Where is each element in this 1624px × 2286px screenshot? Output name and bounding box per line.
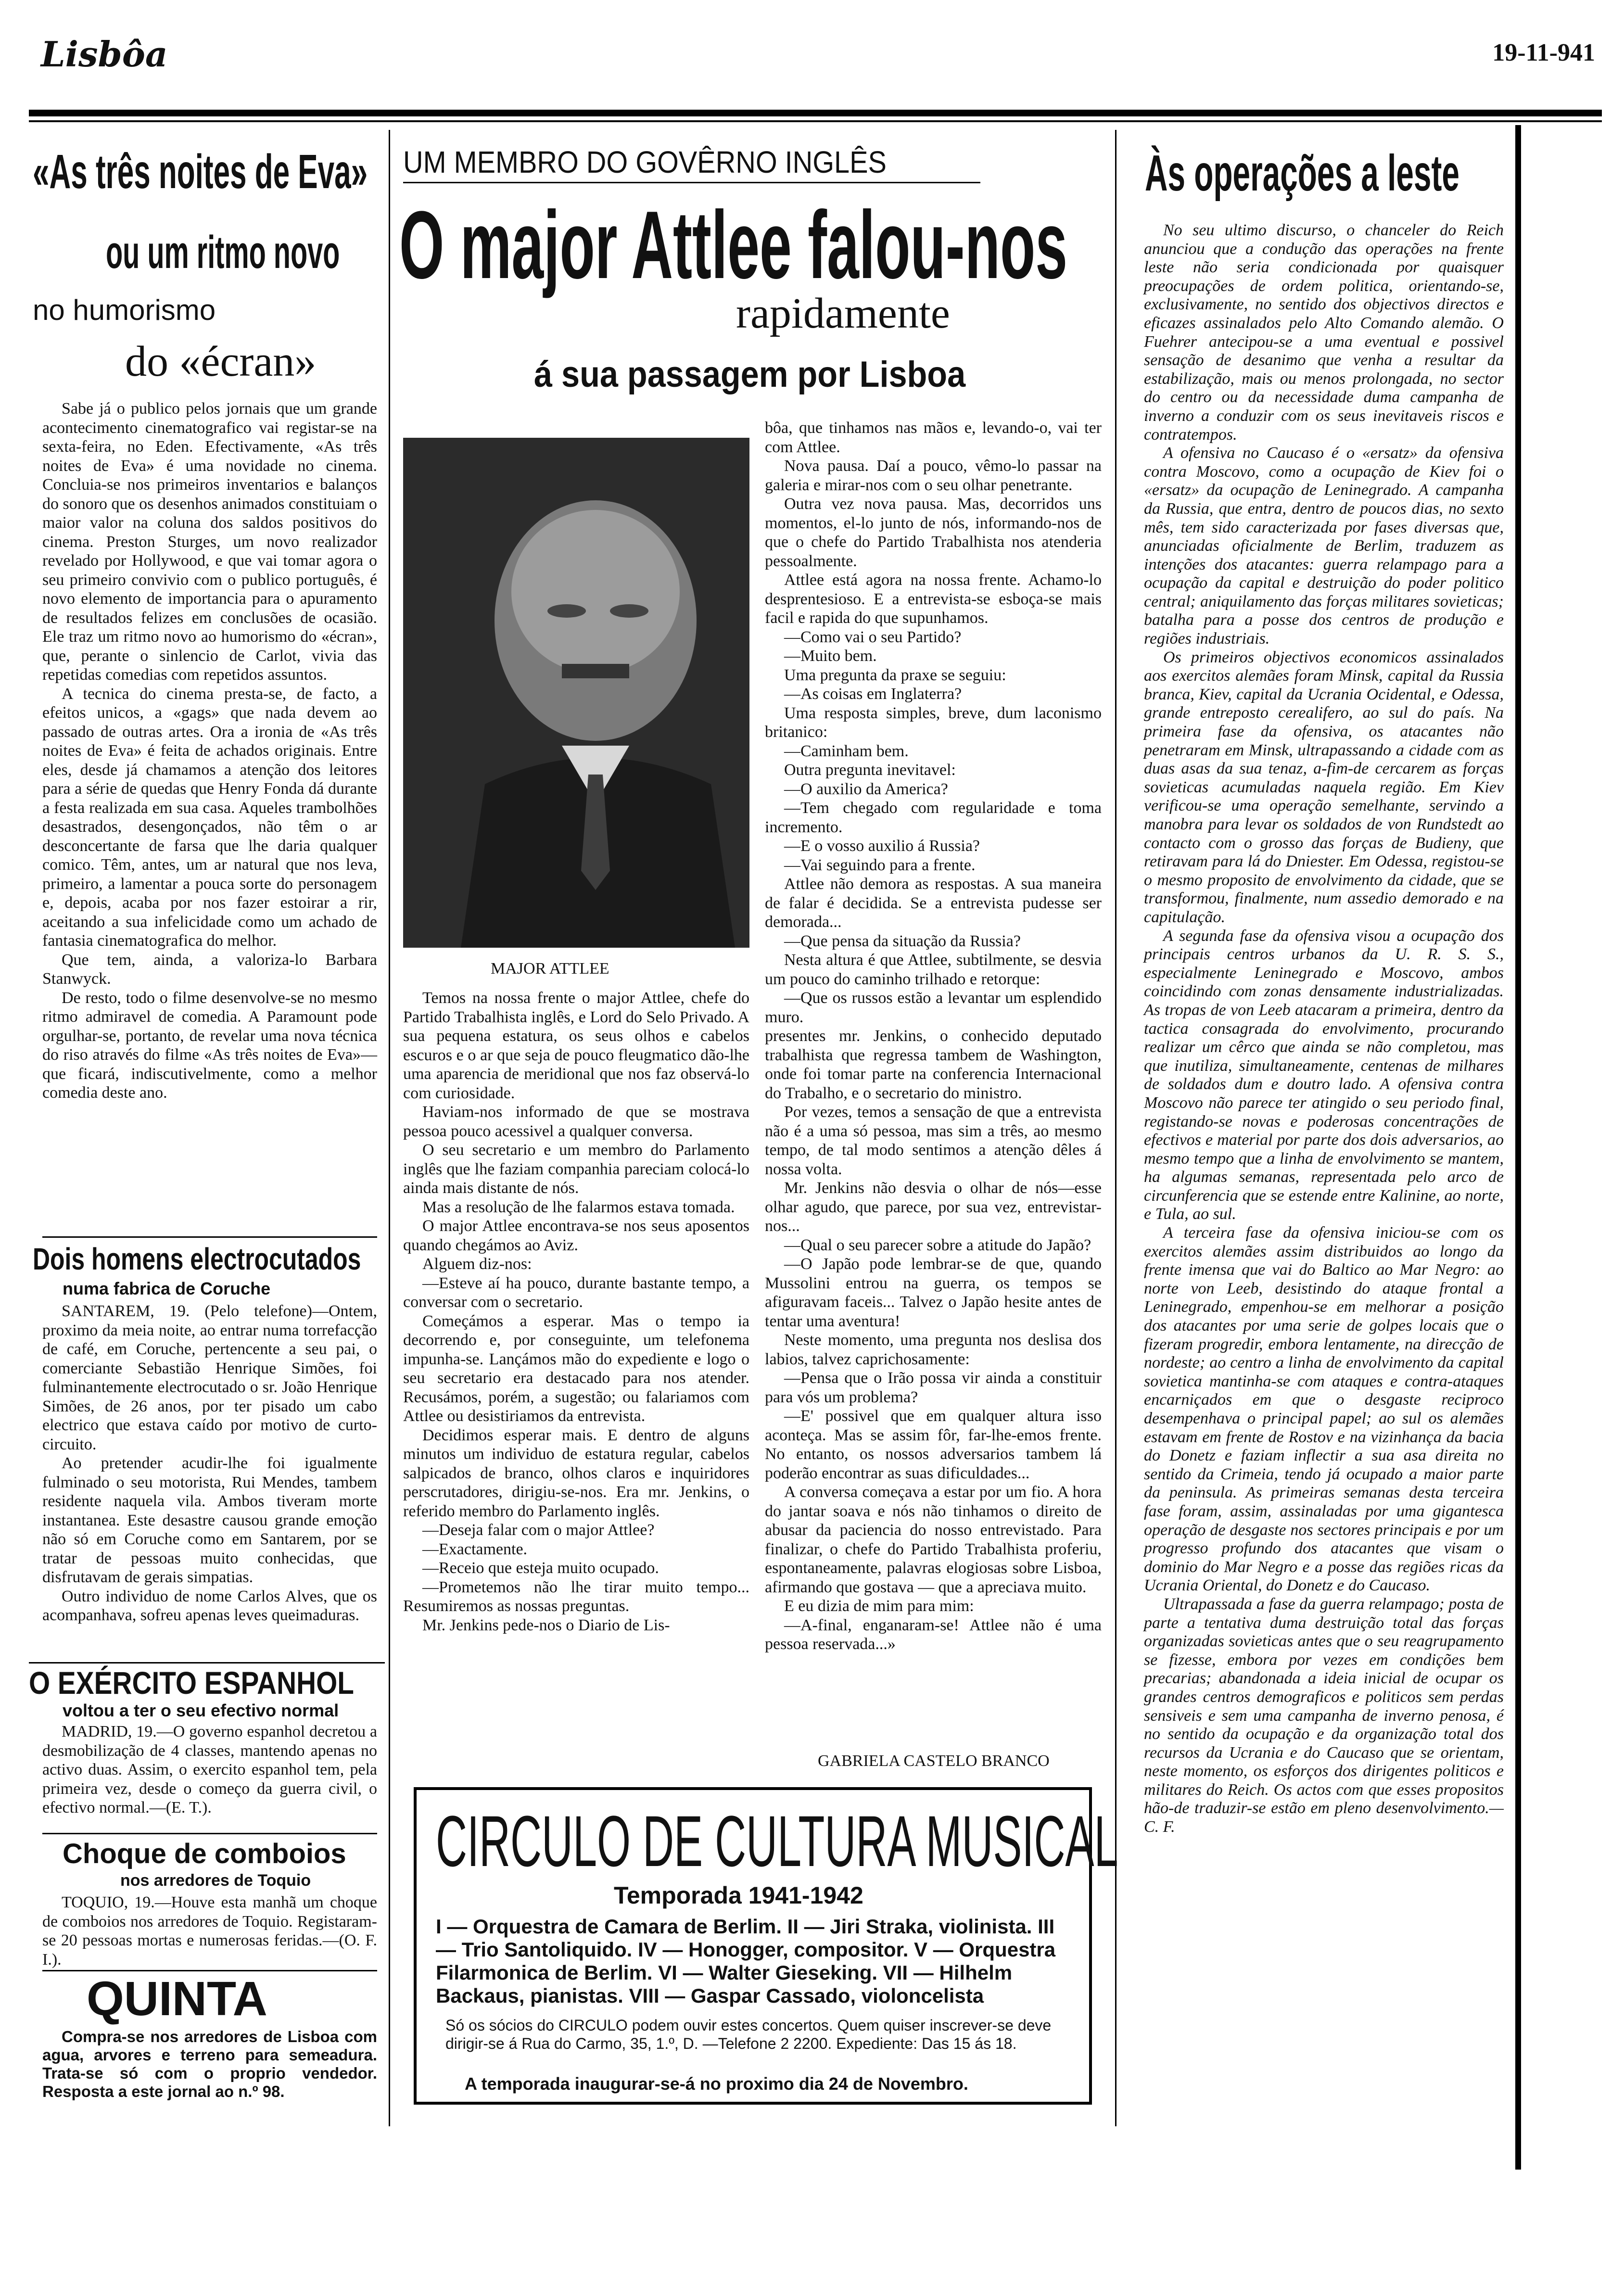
paragraph: Mr. Jenkins pede-nos o Diario de Lis- [422, 1616, 670, 1634]
quinta-title: QUINTA [87, 1972, 267, 2026]
paragraph: TOQUIO, 19.—Houve esta manhã um choque de comboios nos arredores de Toquio. Registaram-se 20 pessoas mortas e numerosas feridas.—(O. F. I.). [42, 1893, 377, 1968]
paragraph: A terceira fase da ofensiva iniciou-se com os exercitos alemães assim distribuidos ao longo da frente imensa que vai do Baltico ao Mar Negro: ao norte von Leeb, desistindo do ataque frontal a Leninegrado, empenhou-se em melhorar a posição dos atacantes por uma serie de golpes locais que o fizeram progredir, embora lentamente, na direcção de nordeste; ao centro a linha de envolvimento da capital sovietica mantinha-se com ataques e contra-ataques encarniçados em que o desgaste reciproco desempenhava o principal papel; ao sul os alemães estavam em frente de Rostov e na vizinhança da bacia do Donetz e faziam inflectir a sua asa direita no sentido da Crimeia, tendo já ocupado a maior parte da peninsula. As primeiras semanas desta terceira fase foram, assim, assinaladas por uma gigantesca operação de desgaste nos sectores principais e por um progresso profundo dos atacantes que visam o dominio do Mar Negro e a posse das regiões ricas da Ucrania Oriental, do Donetz e do Caucaso. [1144, 1224, 1504, 1595]
eva-title-line3: no humorismo [33, 294, 216, 326]
ad-footer: A temporada inaugurar-se-á no proximo dia 24 de Novembro. [465, 2074, 968, 2094]
paragraph: De resto, todo o filme desenvolve-se no mesmo ritmo admiravel de comedia. A Paramount pode orgulhar-se, portanto, de revelar uma nova técnica do riso através do filme «As três noites de Eva»—que ficará, indiscutivelmente, como a melhor comedia deste ano. [42, 989, 377, 1102]
quinta-text [42, 2028, 377, 2101]
paragraph: MADRID, 19.—O governo espanhol decretou a desmobilização de 4 classes, mantendo apenas no activo duas. Assim, o exercito espanhol tem, pela primeira vez, desde o começo da guerra civil, o efectivo normal.—(E. T.). [42, 1723, 377, 1816]
eva-title-line4: do «écran» [125, 338, 317, 385]
eva-article [42, 399, 377, 1103]
paragraph: Outro individuo de nome Carlos Alves, que os acompanhava, sofreu apenas leves queimaduras. [42, 1587, 377, 1624]
paragraph: A tecnica do cinema presta-se, de facto, a efeitos unicos, a «gags» que nada devem ao passado de outras artes. Ora a ironia de «As três noites de Eva» é feita de achados originais. Entre eles, desde já chamamos a atenção dos leitores para a série de quedas que Henry Fonda dá durante a festa realizada em sua casa. Aqueles trambolhões desastrados, desengonçados, não têm o ar desconcertante de farsa que lhe daria qualquer comico. Têm, antes, um ar natural que nos leva, primeiro, a lamentar a pouca sorte do personagem e, depois, acaba por nos fazer estoirar a rir, aceitando a sua infelicidade como um achado de fantasia cinematografica do melhor. [42, 685, 377, 950]
headline: O major Attlee falou-nos [399, 191, 1068, 299]
paragraph: —Pensa que o Irão possa vir ainda a constituir para vós um problema? [765, 1369, 1102, 1406]
right-border [1515, 125, 1521, 2170]
paragraph: —O Japão pode lembrar-se de que, quando Mussolini entrou na guerra, os tempos se afiguravam faceis... Talvez o Japão hesite antes de tentar uma aventura! [765, 1255, 1102, 1330]
paragraph: bôa, que tinhamos nas mãos e, levando-o, vai ter com Attlee. [765, 419, 1102, 456]
paragraph: —A-final, enganaram-se! Attlee não é uma pessoa reservada...» [765, 1616, 1102, 1653]
paragraph: Uma resposta simples, breve, dum laconismo britanico: [765, 704, 1102, 741]
interview-col2 [765, 419, 1102, 1654]
choque-article [42, 1893, 377, 1969]
divider [42, 1833, 377, 1834]
paragraph: Neste momento, uma pregunta nos deslisa dos labios, talvez caprichosamente: [765, 1331, 1102, 1368]
paragraph: No seu ultimo discurso, o chanceler do Reich anunciou que a condução das operações na frente leste não seria condicionada por quaisquer preocupações de ordem politica, orientando-se, exclusivamente, no sentido dos objectivos directos e eficazes assinalados pelo Alto Comando alemão. O Fuehrer antecipou-se a uma eventual e possivel sensação de desanimo que venha a resultar da estabilização, mais ou menos prolongada, no sector do centro ou da necessidade duma campanha de inverno a conduzir com os seus inevitaveis riscos e contratempos. [1144, 221, 1504, 444]
top-rule-thin [29, 120, 1602, 122]
paragraph: Outra vez nova pausa. Mas, decorridos uns momentos, el-lo junto de nós, informando-nos de que o chefe do Partido Trabalhista nos atenderia pessoalmente. [765, 495, 1102, 570]
coruche-subtitle: numa fabrica de Coruche [63, 1279, 271, 1298]
paragraph: —Qual o seu parecer sobre a atitude do Japão? [784, 1236, 1091, 1254]
paragraph: Que tem, ainda, a valoriza-lo Barbara Stanwyck. [42, 951, 377, 988]
masthead-date: 19-11-941 [1492, 39, 1595, 66]
paragraph: A ofensiva no Caucaso é o «ersatz» da ofensiva contra Moscovo, como a ocupação de Kiev foi o «ersatz» da ocupação de Leninegrado. A campanha da Russia, que entra, dentro de poucos dias, no sexto mês, tem sido caracterizada por fases diversas que, anunciadas oficialmente de Berlim, traduzem as intenções dos atacantes: guerra relampago para a ocupação da capital e destruição do poder politico central; aniquilamento das forças militares sovieticas; batalha para a posse dos centros de produção e regiões industriais. [1144, 444, 1504, 648]
paragraph: Nesta altura é que Attlee, subtilmente, se desvia um pouco do caminho trilhado e retorque: [765, 951, 1102, 988]
kicker-underline [403, 182, 980, 183]
masthead-name: Lisbôa [41, 34, 168, 75]
paragraph: Haviam-nos informado de que se mostrava pessoa pouco acessivel a qualquer conversa. [403, 1103, 749, 1140]
paragraph: SANTAREM, 19. (Pelo telefone)—Ontem, proximo da meia noite, ao entrar numa torrefacção de café, em Coruche, pertencente a seu pai, o comerciante Sebastião Henrique Simões, foi fulminantemente electrocutado o sr. João Henrique Simões, de 26 anos, por ter pisado um cabo electrico que estava caído por motivo de curto-circuito. [42, 1302, 377, 1453]
ad-note: Só os sócios do CIRCULO podem ouvir estes concertos. Quem quiser inscrever-se deve dirigir-se á Rua do Carmo, 35, 1.º, D. —Telefone 2 2200. Expediente: Das 15 ás 18. [445, 2017, 1052, 2052]
column-rule-left [389, 130, 390, 2126]
photo-caption: MAJOR ATTLEE [491, 960, 609, 978]
paragraph: Uma pregunta da praxe se seguiu: [784, 666, 1006, 684]
exercito-article [42, 1722, 377, 1817]
paragraph: —Que os russos estão a levantar um esplendido muro. [765, 989, 1102, 1026]
paragraph: Os primeiros objectivos economicos assinalados aos exercitos alemães foram Minsk, capital da Russia branca, Kiev, capital da Ucrania Ocidental, e Odessa, grande entreposto cerealifero, ao sul do país. Na primeira fase da ofensiva, os atacantes não penetraram em Minsk, ultrapassando a cidade com as duas asas da sua tenaz, a-fim-de cercarem as forças sovieticas acumuladas naquela região. Em Kiev verificou-se uma operação semelhante, servindo a manobra para levar os soldados de von Rundstedt ao contacto com o grosso das forças de Budieny, que retiravam para lá do Dniester. Em Odessa, registou-se o mesmo proposito de envolvimento da cidade, que se transformou, finalmente, num assedio demorado e na capitulação. [1144, 648, 1504, 926]
attlee-photo [403, 438, 749, 948]
exercito-subtitle: voltou a ter o seu efectivo normal [63, 1701, 339, 1720]
paragraph: —As coisas em Inglaterra? [784, 685, 962, 703]
paragraph: Ao pretender acudir-lhe foi igualmente fulminado o seu motorista, Rui Mendes, tambem residente naquela vila. Ambos tiveram morte instantanea. Este desastre causou grande emoção não só em Coruche como em Santarem, por se tratar de pessoas muito conhecidas, que disfrutavam de gerais simpatias. [42, 1454, 377, 1586]
concert-ad [414, 1787, 1118, 2105]
paragraph: Por vezes, temos a sensação de que a entrevista não é a uma só pessoa, mas sim a três, ao mesmo tempo, de tal modo sentimos a atenção dêles á nossa volta. [765, 1103, 1102, 1178]
paragraph: Compra-se nos arredores de Lisboa com agua, arvores e terreno para semeadura. Trata-se só com o proprio vendedor. Resposta a este jornal ao n.º 98. [42, 2028, 377, 2100]
paragraph: Temos na nossa frente o major Attlee, chefe do Partido Trabalhista inglês, e Lord do Selo Privado. A sua pequena estatura, os seus olhos e cabelos escuros e o ar que seja de pouco fleugmatico dão-lhe uma aparencia de meridional que nos faz observá-lo com curiosidade. [403, 989, 749, 1102]
paragraph: —E' possivel que em qualquer altura isso aconteça. Mas se assim fôr, far-lhe-emos frente. No entanto, os nossos adversarios tambem lá poderão encontrar as suas dificuldades... [765, 1407, 1102, 1482]
paragraph: Attlee não demora as respostas. A sua maneira de falar é decidida. Se a entrevista pudesse ser demorada... [765, 875, 1102, 931]
byline: GABRIELA CASTELO BRANCO [818, 1752, 1050, 1770]
eva-title-line2: ou um ritmo novo [106, 227, 340, 278]
top-rule [29, 110, 1602, 116]
divider [29, 1662, 385, 1664]
paragraph: Mas a resolução de lhe falarmos estava tomada. [422, 1198, 735, 1216]
paragraph: —Que pensa da situação da Russia? [784, 932, 1021, 950]
paragraph: O seu secretario e um membro do Parlamento inglês que lhe faziam companhia pareciam colocá-lo ainda mais distante de nós. [403, 1141, 749, 1197]
paragraph: Outra pregunta inevitavel: [784, 761, 956, 779]
paragraph: Nova pausa. Daí a pouco, vêmo-lo passar na galeria e mirar-nos com o seu olhar penetrante. [765, 457, 1102, 494]
eva-title: «As três noites de Eva» [33, 145, 368, 199]
ad-season: Temporada 1941-1942 [614, 1882, 863, 1909]
paragraph: —Tem chegado com regularidade e toma incremento. [765, 799, 1102, 836]
paragraph: —Caminham bem. [784, 742, 909, 760]
paragraph: —Receio que esteja muito ocupado. [422, 1559, 659, 1577]
paragraph: —E o vosso auxilio á Russia? [784, 837, 980, 855]
paragraph: A segunda fase da ofensiva visou a ocupação dos principais centros urbanos da U. R. S. S., especialmente Leninegrado e Moscovo, ambos coincidindo com zonas densamente industrializadas. As tropas de von Leeb atacaram a primeira, dentro da tactica consagrada do envolvimento, procurando realizar um cêrco que ainda se não completou, mas que inutiliza, simultaneamente, centenas de milhares de soldados dum e doutro lado. A ofensiva contra Moscovo não parece ter atingido o seu periodo final, registando-se novas e poderosas concentrações de efectivos e material por parte dos dois adversarios, ao mesmo tempo que a linha de envolvimento se mantem, ha algumas semanas, representada pelo arco de circunferencia que se estende entre Kalinine, ao norte, e Tula, ao sul. [1144, 927, 1504, 1223]
coruche-article [42, 1302, 377, 1625]
paragraph: —O auxilio da America? [784, 780, 948, 798]
portrait-image [403, 438, 749, 948]
paragraph: Decidimos esperar mais. E dentro de alguns minutos um individuo de estatura regular, cabelos salpicados de branco, olhos claros e inquiridores perscrutadores, dirigiu-se-nos. Era mr. Jenkins, o referido membro do Parlamento inglês. [403, 1426, 749, 1520]
coruche-title: Dois homens electrocutados [33, 1242, 361, 1276]
paragraph: A conversa começava a estar por um fio. A hora do jantar soava e nós não tinhamos o direito de abusar da paciencia do nosso entrevistado. Para finalizar, o chefe do Partido Trabalhista proferiu, espontaneamente, palavras elogiosas sobre Lisboa, afirmando que gostava — que a apreciava muito. [765, 1483, 1102, 1596]
paragraph: O major Attlee encontrava-se nos seus aposentos quando chegámos ao Aviz. [403, 1217, 749, 1254]
paragraph: —Vai seguindo para a frente. [784, 856, 976, 874]
paragraph: Alguem diz-nos: [422, 1255, 532, 1273]
paragraph: presentes mr. Jenkins, o conhecido deputado trabalhista que regressa tambem de Washington, onde foi tomar parte na conferencia Internacional do Trabalho, e o secretario do ministro. [765, 1027, 1102, 1102]
paragraph: —Esteve aí ha pouco, durante bastante tempo, a conversar com o secretario. [403, 1274, 749, 1311]
choque-title: Choque de comboios [63, 1838, 346, 1869]
ad-program: I — Orquestra de Camara de Berlim. II — Jiri Straka, violinista. III — Trio Santoliquido. IV — Honogger, compositor. V — Orquestra Filarmonica de Berlim. VI — Walter Gieseking. VII — Hilhelm Backaus, pianistas. VIII — Gaspar Cassado, violoncelista [436, 1915, 1056, 2007]
choque-subtitle: nos arredores de Toquio [120, 1871, 311, 1890]
deck-line1: rapidamente [736, 290, 950, 337]
operacoes-article [1144, 221, 1504, 1837]
interview-col1 [403, 989, 749, 1635]
paragraph: Ultrapassada a fase da guerra relampago; posta de parte a tentativa duma destruição total das forças organizadas sovieticas antes que o seu reagrupamento se fizesse, embora por vezes em condições bem precarias; abandonada a ideia inicial de ocupar os grandes centros demograficos e politicos sem perdas sensiveis e sem uma campanha de inverno penosa, é no sentido da ocupação e da organização total dos recursos da Ucrania e do Caucaso que se orientam, neste momento, os esforços dos dirigentes politicos e militares do Reich. Os actos com que esses propositos hão-de traduzir-se estão em pleno desenvolvimento.—C. F. [1144, 1595, 1504, 1836]
paragraph: —Muito bem. [784, 647, 877, 665]
paragraph: E eu dizia de mim para mim: [784, 1597, 974, 1615]
paragraph: —Exactamente. [422, 1540, 528, 1558]
paragraph: —Como vai o seu Partido? [784, 628, 962, 646]
divider [42, 1236, 377, 1238]
paragraph: Attlee está agora na nossa frente. Achamo-lo desprentesioso. E a entrevista-se esboça-se mais facil e rapida do que supunhamos. [765, 571, 1102, 627]
paragraph: Começámos a esperar. Mas o tempo ia decorrendo e, por conseguinte, um telefonema impunha-se. Lançámos mão do expediente e logo o seu secretario era destacado para nos atender. Recusámos, porém, a sugestão; ou falariamos com Attlee ou desistiriamos da entrevista. [403, 1312, 749, 1425]
paragraph: Mr. Jenkins não desvia o olhar de nós—esse olhar agudo, que parece, por sua vez, entrevistar-nos... [765, 1179, 1102, 1235]
paragraph: —Prometemos não lhe tirar muito tempo... Resumiremos as nossas preguntas. [403, 1578, 749, 1615]
ad-title: CIRCULO DE CULTURA MUSICAL [436, 1801, 1118, 1881]
kicker: UM MEMBRO DO GOVÊRNO INGLÊS [403, 145, 887, 179]
operacoes-title: Às operações a leste [1145, 145, 1459, 202]
exercito-title: O EXÉRCITO ESPANHOL [29, 1665, 354, 1701]
deck-line2: á sua passagem por Lisboa [534, 354, 966, 395]
paragraph: Sabe já o publico pelos jornais que um grande acontecimento cinematografico vai registar-se na sexta-feira, no Eden. Efectivamente, «As três noites de Eva» é uma novidade no cinema. Concluia-se nos primeiros inventarios e balanços do sonoro que os desenhos animados constituiam o maior valor na coluna dos saldos positivos do cinema. Preston Sturges, um novo realizador revelado por Hollywood, e que vai tomar agora o seu primeiro convivio com o publico português, é novo elemento de importancia para o apuramento de resultados felizes em conclusões de ocasião. Ele traz um ritmo novo ao humorismo do «écran», que, perante o sinlencio de Carlot, vivia das repetidas comedias com repetidos assuntos. [42, 400, 377, 684]
paragraph: —Deseja falar com o major Attlee? [422, 1521, 655, 1539]
